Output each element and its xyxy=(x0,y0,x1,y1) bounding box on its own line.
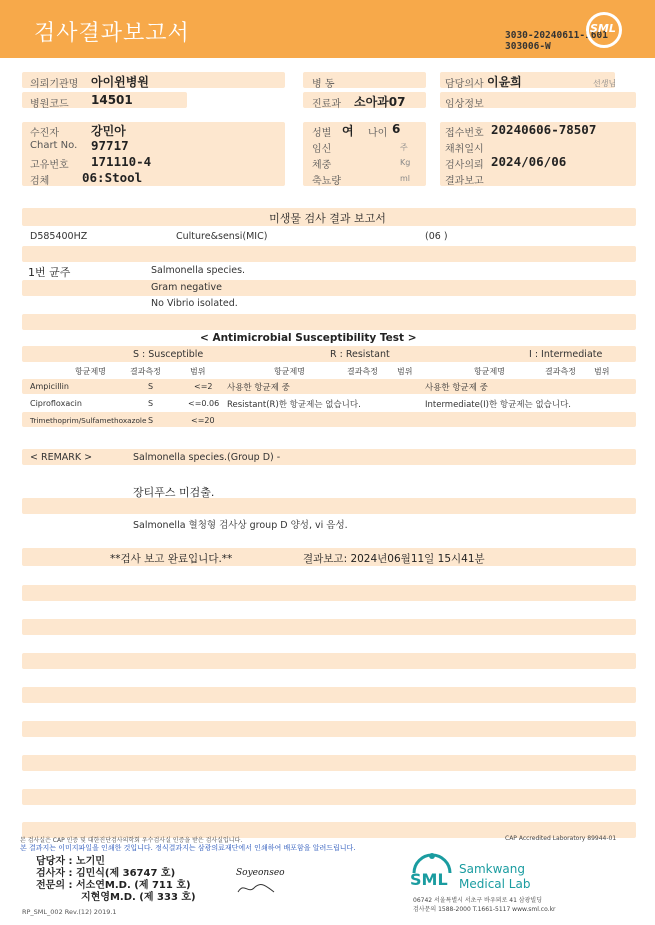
test-specimen: (06 ) xyxy=(425,231,448,242)
age-label: 나이 xyxy=(368,128,388,139)
sex-label: 성별 xyxy=(312,128,332,139)
ast-title: < Antimicrobial Susceptibility Test > xyxy=(200,332,417,344)
chart-value: 97717 xyxy=(91,138,129,153)
header-logo-text: SML xyxy=(590,22,616,35)
row-band xyxy=(22,585,636,601)
col-drug: 항균제명 xyxy=(474,367,505,376)
ast-interp: S xyxy=(148,382,154,391)
ast-note: 사용한 항균제 중 xyxy=(227,383,290,393)
accreditation-note: 본 검사실은 CAP 인증 및 대한진단검사의학회 우수검사실 인증을 받은 검사실입니다. xyxy=(20,837,243,844)
completion-time: 결과보고: 2024년06월11일 15시41분 xyxy=(303,553,485,565)
remark-label: < REMARK > xyxy=(30,452,93,463)
row-band xyxy=(22,721,636,737)
col-drug: 항균제명 xyxy=(75,367,106,376)
weight-label: 체중 xyxy=(312,160,332,171)
dept-value: 소아과07 xyxy=(354,95,406,109)
staff-examiner: 검사자 : 김민식(제 36747 호) xyxy=(36,868,176,879)
row-band xyxy=(22,687,636,703)
urine-label: 축뇨량 xyxy=(312,176,341,187)
ast-note: Intermediate(I)한 항균제는 없습니다. xyxy=(425,400,571,410)
doctor-value: 이윤희 xyxy=(487,75,522,89)
form-number: RP_SML_002 Rev.(12) 2019.1 xyxy=(22,908,117,916)
report-code: 3030-20240611-1601 xyxy=(505,30,608,41)
staff-specialist: 전문의 : 서소연M.D. (제 711 호) xyxy=(36,880,191,891)
col-result: 결과측정 xyxy=(545,367,576,376)
clinical-label: 임상정보 xyxy=(445,99,484,110)
remark-line: Salmonella 혈청형 검사상 group D 양성, vi 음성. xyxy=(133,520,348,531)
hospcode-label: 병원코드 xyxy=(30,99,69,110)
ast-drug: Trimethoprim/Sulfamethoxazole xyxy=(30,416,147,425)
ast-drug: Ampicillin xyxy=(30,382,69,391)
ast-note: 사용한 항균제 중 xyxy=(425,383,488,393)
institution-value: 아이윈병원 xyxy=(91,75,149,89)
ward-label: 병 동 xyxy=(312,79,335,90)
col-range: 범위 xyxy=(397,367,413,376)
remark-line: 장티푸스 미검출. xyxy=(133,486,215,499)
patient-label: 수진자 xyxy=(30,128,59,139)
dept-label: 진료과 xyxy=(312,99,341,110)
collect-label: 채취일시 xyxy=(445,144,484,155)
row-band xyxy=(22,755,636,771)
section-title: 미생물 검사 결과 보고서 xyxy=(269,212,386,225)
ast-legend-i: I : Intermediate xyxy=(529,349,603,360)
lab-address: 06742 서울특별시 서초구 바우뫼로 41 삼광빌딩 xyxy=(413,897,542,904)
ast-mic: <=2 xyxy=(194,382,213,391)
row-band xyxy=(22,498,636,514)
col-range: 범위 xyxy=(190,367,206,376)
ast-legend-r: R : Resistant xyxy=(330,349,390,360)
receipt-value: 20240606-78507 xyxy=(491,122,597,137)
row-band xyxy=(22,246,636,262)
request-value: 2024/06/06 xyxy=(491,154,567,169)
col-result: 결과측정 xyxy=(130,367,161,376)
ast-interp: S xyxy=(148,416,154,425)
row-band xyxy=(22,619,636,635)
row-band xyxy=(22,314,636,330)
brand-name-2: Medical Lab xyxy=(459,877,531,891)
cap-number: CAP Accredited Laboratory 89944-01 xyxy=(505,835,617,842)
signature: Soyeonseo xyxy=(236,868,285,878)
brand-name-1: Samkwang xyxy=(459,862,525,876)
test-name: Culture&sensi(MIC) xyxy=(176,231,268,242)
age-value: 6 xyxy=(392,122,401,136)
lab-contact: 검사문의 1588-2000 T.1661-5117 www.sml.co.kr xyxy=(413,906,556,913)
receipt-label: 접수번호 xyxy=(445,128,484,139)
ast-mic: <=0.06 xyxy=(188,399,220,408)
completion-status: **검사 보고 완료입니다.** xyxy=(110,553,233,565)
pregnancy-label: 임신 xyxy=(312,144,332,155)
print-notice: 본 결과지는 이미지파일을 인쇄한 것입니다. 정식결과지는 삼광의료재단에서 인쇄하여 배포함을 알려드립니다. xyxy=(20,844,356,852)
remark-line: Salmonella species.(Group D) - xyxy=(133,452,281,463)
report-subcode: 303006-W xyxy=(505,41,551,52)
row-band xyxy=(22,789,636,805)
col-drug: 항균제명 xyxy=(274,367,305,376)
document-title: 검사결과보고서 xyxy=(34,21,190,46)
strain-label: 1번 균주 xyxy=(28,266,71,279)
col-result: 결과측정 xyxy=(347,367,378,376)
signature-scribble-icon xyxy=(236,880,276,896)
sex-value: 여 xyxy=(342,124,354,138)
row-band xyxy=(22,449,636,465)
staff-specialist-2: 지현영M.D. (제 333 호) xyxy=(81,892,196,903)
unique-label: 고유번호 xyxy=(30,160,69,171)
report-header xyxy=(0,0,655,58)
ast-mic: <=20 xyxy=(191,416,215,425)
ast-note: Resistant(R)한 항균제는 없습니다. xyxy=(227,400,361,410)
ast-legend-s: S : Susceptible xyxy=(133,349,204,360)
info-band xyxy=(22,122,285,186)
col-range: 범위 xyxy=(594,367,610,376)
patient-value: 강민아 xyxy=(91,124,126,138)
pregnancy-unit: 주 xyxy=(400,143,408,152)
result-vibrio: No Vibrio isolated. xyxy=(151,298,238,309)
chart-label: Chart No. xyxy=(30,140,78,151)
result-gram: Gram negative xyxy=(151,282,222,293)
doctor-label: 담당의사 xyxy=(445,79,484,90)
hospcode-value: 14501 xyxy=(91,93,133,107)
result-organism: Salmonella species. xyxy=(151,265,246,276)
request-label: 검사의뢰 xyxy=(445,160,484,171)
report-label: 결과보고 xyxy=(445,176,484,187)
unique-value: 171110-4 xyxy=(91,154,152,169)
row-band xyxy=(22,653,636,669)
ast-interp: S xyxy=(148,399,154,408)
doctor-suffix: 선생님 xyxy=(593,79,617,88)
specimen-label: 검체 xyxy=(30,176,50,187)
brand-logo-text: SML xyxy=(410,870,448,889)
institution-label: 의뢰기관명 xyxy=(30,79,79,90)
weight-unit: Kg xyxy=(400,158,411,167)
specimen-value: 06:Stool xyxy=(82,170,143,185)
row-band xyxy=(22,379,636,394)
row-band xyxy=(22,280,636,296)
staff-manager: 담당자 : 노기민 xyxy=(36,856,105,867)
urine-unit: ml xyxy=(400,174,411,183)
test-code: D585400HZ xyxy=(30,231,88,242)
ast-drug: Ciprofloxacin xyxy=(30,399,82,408)
